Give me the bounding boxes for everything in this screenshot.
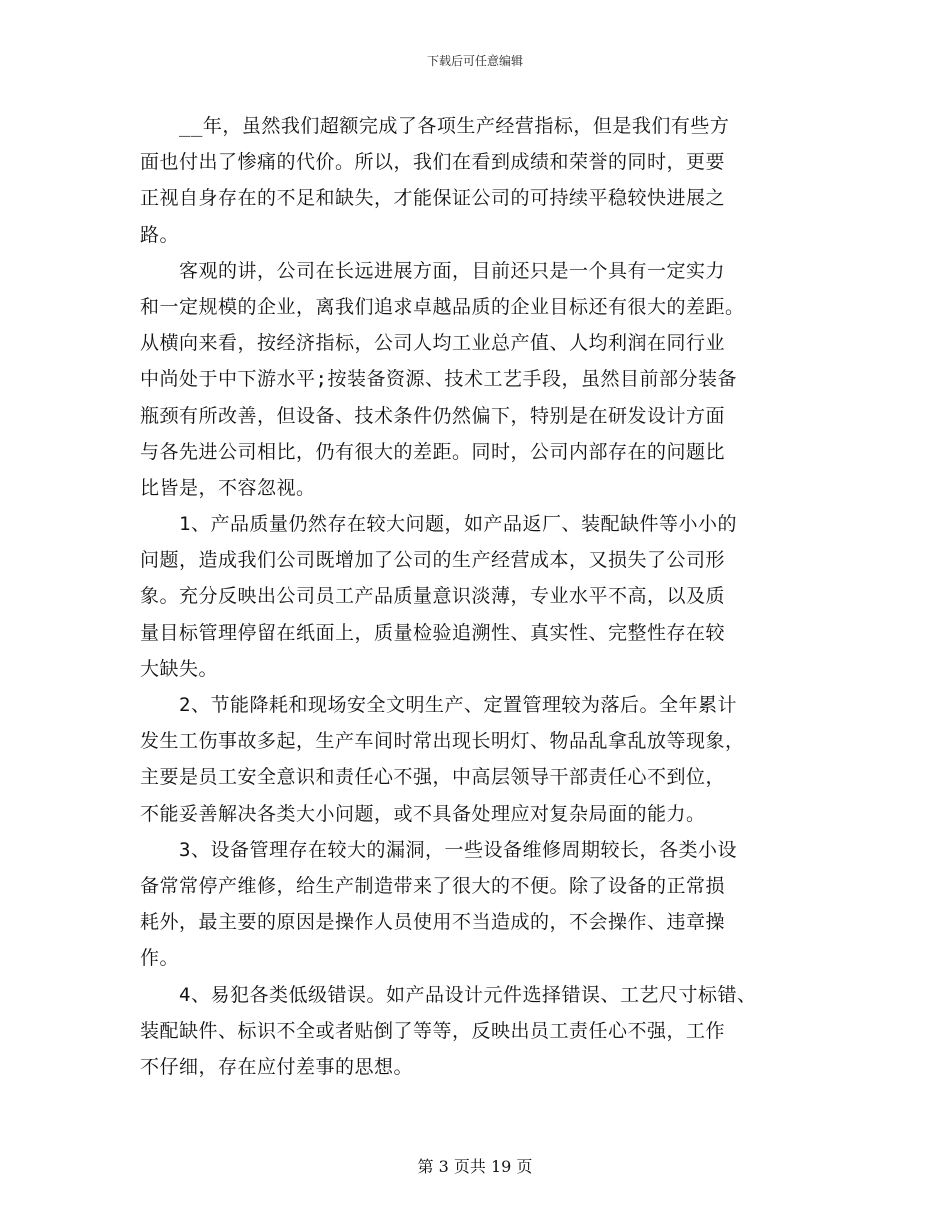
text-line: 路。 [140, 223, 180, 246]
text-line: 1、产品质量仍然存在较大问题，如产品返厂、装配缺件等小小的 [140, 513, 737, 536]
text-line: 客观的讲，公司在长远进展方面，目前还只是一个具有一定实力 [140, 259, 726, 282]
text-line: 作。 [140, 947, 180, 970]
text-line: __年，虽然我们超额完成了各项生产经营指标，但是我们有些方 [140, 115, 730, 137]
text-line: 主要是员工安全意识和责任心不强，中高层领导干部责任心不到位， [140, 766, 726, 789]
paragraph-5 [140, 832, 830, 977]
paragraph-6 [140, 977, 830, 1086]
page-header: 下载后可任意编辑 [426, 54, 523, 68]
text-line: 不能妥善解决各类大小问题，或不具备处理应对复杂局面的能力。 [140, 802, 706, 825]
text-line: 问题，造成我们公司既增加了公司的生产经营成本，又损失了公司形 [140, 549, 726, 572]
document-body [140, 108, 830, 1085]
text-line: 不仔细，存在应付差事的思想。 [140, 1055, 414, 1078]
paragraph-3 [140, 506, 830, 687]
text-line: 中尚处于中下游水平;按装备资源、技术工艺手段，虽然目前部分装备 [140, 368, 737, 391]
text-line: 瓶颈有所改善，但设备、技术条件仍然偏下，特别是在研发设计方面 [140, 404, 726, 427]
text-line: 与各先进公司相比，仍有很大的差距。同时，公司内部存在的问题比 [140, 440, 726, 463]
text-line: 2、节能降耗和现场安全文明生产、定置管理较为落后。全年累计 [140, 694, 737, 716]
text-line: 正视自身存在的不足和缺失，才能保证公司的可持续平稳较快进展之 [140, 187, 726, 210]
paragraph-4 [140, 687, 830, 832]
page-footer: 第 3 页共 19 页 [417, 1157, 533, 1176]
text-line: 象。充分反映出公司员工产品质量意识淡薄，专业水平不高，以及质 [140, 585, 726, 608]
text-line: 装配缺件、标识不全或者贴倒了等等，反映出员工责任心不强，工作 [140, 1019, 726, 1042]
text-line: 从横向来看，按经济指标，公司人均工业总产值、人均利润在同行业 [140, 332, 726, 355]
text-line: 发生工伤事故多起，生产车间时常出现长明灯、物品乱拿乱放等现象， [140, 730, 745, 753]
text-line: 和一定规模的企业，离我们追求卓越品质的企业目标还有很大的差距。 [140, 295, 745, 318]
text-line: 大缺失。 [140, 657, 219, 680]
paragraph-1 [140, 108, 830, 253]
text-line: 比皆是，不容忽视。 [140, 476, 316, 499]
text-line: 备常常停产维修，给生产制造带来了很大的不便。除了设备的正常损 [140, 874, 726, 897]
paragraph-2 [140, 253, 830, 506]
text-line: 面也付出了惨痛的代价。所以，我们在看到成绩和荣誉的同时，更要 [140, 151, 726, 174]
text-line: 量目标管理停留在纸面上，质量检验追溯性、真实性、完整性存在较 [140, 621, 726, 644]
text-line: 耗外，最主要的原因是操作人员使用不当造成的，不会操作、违章操 [140, 911, 726, 934]
text-line: 3、设备管理存在较大的漏洞，一些设备维修周期较长，各类小设 [140, 838, 737, 861]
text-line: 4、易犯各类低级错误。如产品设计元件选择错误、工艺尺寸标错、 [140, 983, 757, 1006]
